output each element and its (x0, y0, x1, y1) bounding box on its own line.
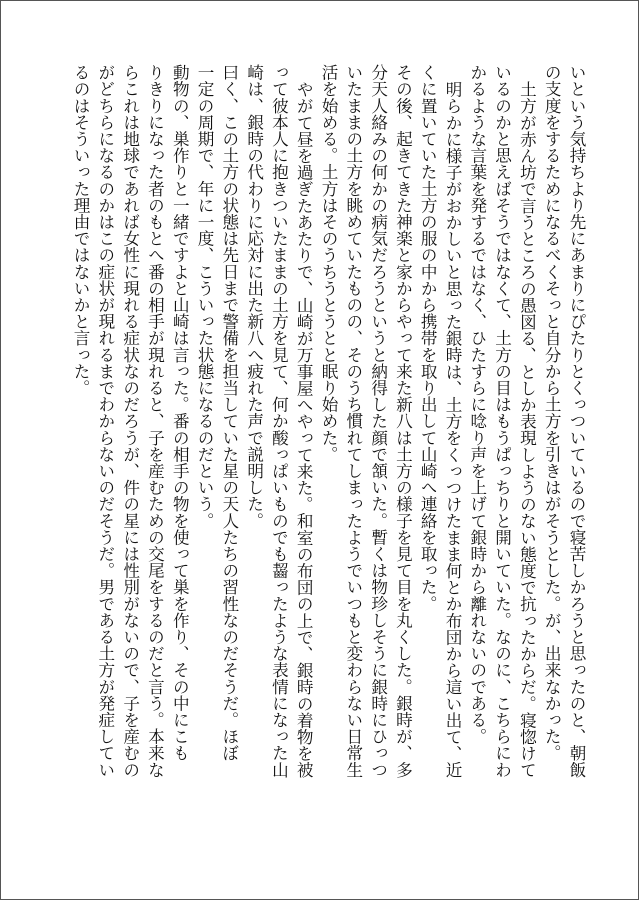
text-line: 曰く、この土方の状態は先日まで警備を担当していた星の天人たちの習性なのだそうだ。ほぼ (219, 64, 239, 762)
text-line: かるような言葉を発するではなく、ひたすらに唸り声を上げて銀時から離れないのである。 (467, 64, 487, 745)
vertical-text-body (28, 64, 588, 852)
text-line: いるのかと思えばそうではなくて、土方の目はもうぱっちりと開いていた。なのに、こちらにわ (492, 64, 512, 778)
text-line: 動物の、巣作りと一緒ですよと山崎は言った。番の相手の物を使って巣を作り、その中にこも (170, 64, 190, 762)
text-line: 一定の周期で、年に一度、こういった状態になるのだという。 (195, 64, 215, 529)
text-line: って彼本人に抱きついたままの土方を見て、何か酸っぱいものでも齧ったような表情になった山 (269, 64, 289, 778)
text-line: るのはそういった理由ではないかと言った。 (71, 64, 91, 396)
text-line: 活を始める。土方はそのうちうとうとと眠り始めた。 (319, 64, 339, 463)
text-line: 明らかに様子がおかしいと思った銀時は、土方をくっつけたまま何とか布団から這い出て、近 (443, 80, 463, 778)
text-line: らこれは地球であれば女性に現れる症状なのだろうが、件の星には性別がないので、子を産むの (120, 64, 140, 778)
text-line: いたままの土方を眺めていたものの、そのうち慣れてしまったようでいつもと変わらない日常生 (343, 64, 363, 778)
text-line: の支度をするためになるべくそっと自分から土方を引きはがそうとした。が、出来なかった。 (542, 64, 562, 762)
text-line: いという気持ちより先にあまりにぴたりとくっついているので寝苦しかろうと思ったのと、朝飯 (567, 64, 586, 778)
text-line: やがて昼を過ぎたあたりで、山崎が万事屋へやって来た。和室の布団の上で、銀時の着物を被 (294, 80, 314, 778)
text-line: 崎は、銀時の代わりに応対に出た新八へ疲れた声で説明した。 (244, 64, 264, 529)
text-line: がどちらになるのかはこの症状が現れるまでわからないのだそうだ。男である土方が発症してい (95, 64, 115, 778)
text-line: 分天人絡みの何かの病気だろうというと納得した顔で頷いた。暫くは物珍しそうに銀時にひっつ (368, 64, 388, 778)
text-line: 土方が赤ん坊で言うところの愚図る、としか表現しようのない態度で抗ったからだ。寝惚けて (517, 80, 537, 778)
text-line: その後、起きてきた神楽と家からやって来た新八は土方の様子を見て目を丸くした。銀時が、多 (393, 64, 413, 778)
text-line: りきりになった者のもとへ番の相手が現れると、子を産むための交尾をするのだと言う。本来な (145, 64, 165, 778)
text-line: くに置いていた土方の服の中から携帯を取り出して山崎へ連絡を取った。 (418, 64, 438, 612)
